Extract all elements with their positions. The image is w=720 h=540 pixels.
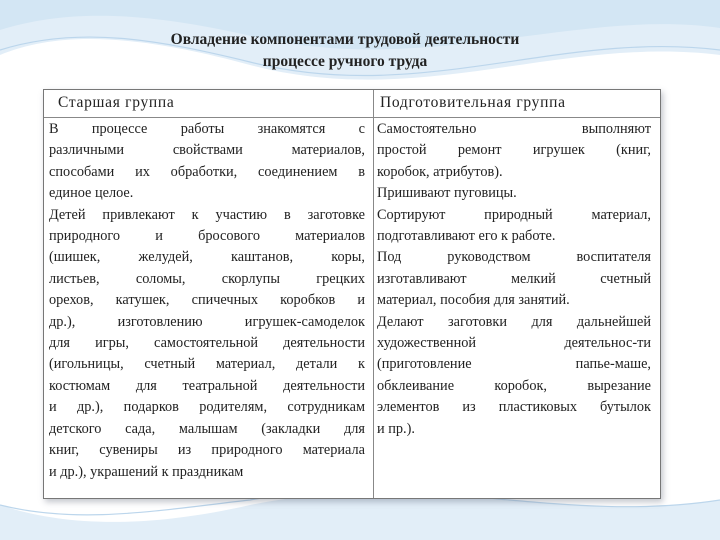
preparatory-line: подготавливают его к работе. xyxy=(377,228,556,245)
comparison-table xyxy=(43,89,661,499)
senior-line: и др.), подарков родителям, сотрудникам xyxy=(49,399,365,416)
preparatory-line: изготавливают мелкий счетный xyxy=(377,270,651,287)
preparatory-group-text xyxy=(377,119,651,440)
senior-group-text xyxy=(49,119,365,483)
preparatory-line: (приготовление папье-маше, xyxy=(377,356,651,373)
preparatory-line: и пр.). xyxy=(377,420,415,437)
senior-line: детского сада, малышам (закладки для xyxy=(49,420,365,437)
senior-line: способами их обработки, соединением в xyxy=(49,163,365,180)
preparatory-line: Пришивают пуговицы. xyxy=(377,185,517,202)
title-line-2: процессе ручного труда xyxy=(262,53,428,70)
preparatory-line: простой ремонт игрушек (книг, xyxy=(377,142,651,159)
preparatory-line: обклеивание коробок, вырезание xyxy=(377,377,651,394)
senior-line: и др.), украшений к праздникам xyxy=(49,463,244,480)
senior-line: (шишек, желудей, каштанов, коры, xyxy=(49,249,365,266)
senior-line: природного и бросового материалов xyxy=(49,228,365,245)
preparatory-line: Сортируют природный материал, xyxy=(377,206,651,223)
senior-line: для игры, самостоятельной деятельности xyxy=(49,335,365,352)
senior-line: костюмам для театральной деятельности xyxy=(49,377,365,394)
header-senior-group: Старшая группа xyxy=(58,94,175,111)
senior-line: В процессе работы знакомятся с xyxy=(49,121,365,137)
preparatory-line: Под руководством воспитателя xyxy=(377,249,651,266)
senior-line: Детей привлекают к участию в заготовке xyxy=(49,206,365,223)
senior-line: (игольницы, счетный материал, детали к xyxy=(49,356,365,373)
senior-line: орехов, катушек, спичечных коробков и xyxy=(49,292,365,309)
senior-line: единое целое. xyxy=(49,185,134,202)
title-line-1: Овладение компонентами трудовой деятельности xyxy=(170,31,520,48)
senior-line: различными свойствами материалов, xyxy=(49,142,365,159)
preparatory-line: художественной деятельнос-ти xyxy=(377,335,651,352)
preparatory-line: коробок, атрибутов). xyxy=(377,163,503,180)
preparatory-line: элементов из пластиковых бутылок xyxy=(377,399,651,416)
header-divider xyxy=(44,117,660,118)
preparatory-line: материал, пособия для занятий. xyxy=(377,292,570,309)
preparatory-line: Самостоятельно выполняют xyxy=(377,121,651,137)
column-divider xyxy=(373,90,374,498)
senior-line: листьев, соломы, скорлупы грецких xyxy=(49,270,365,287)
senior-line: книг, сувениры из природного материала xyxy=(49,442,365,459)
senior-line: др.), изготовлению игрушек-самоделок xyxy=(49,313,365,330)
slide-title xyxy=(40,29,650,73)
header-preparatory-group: Подготовительная группа xyxy=(380,94,566,111)
preparatory-line: Делают заготовки для дальнейшей xyxy=(377,313,651,330)
